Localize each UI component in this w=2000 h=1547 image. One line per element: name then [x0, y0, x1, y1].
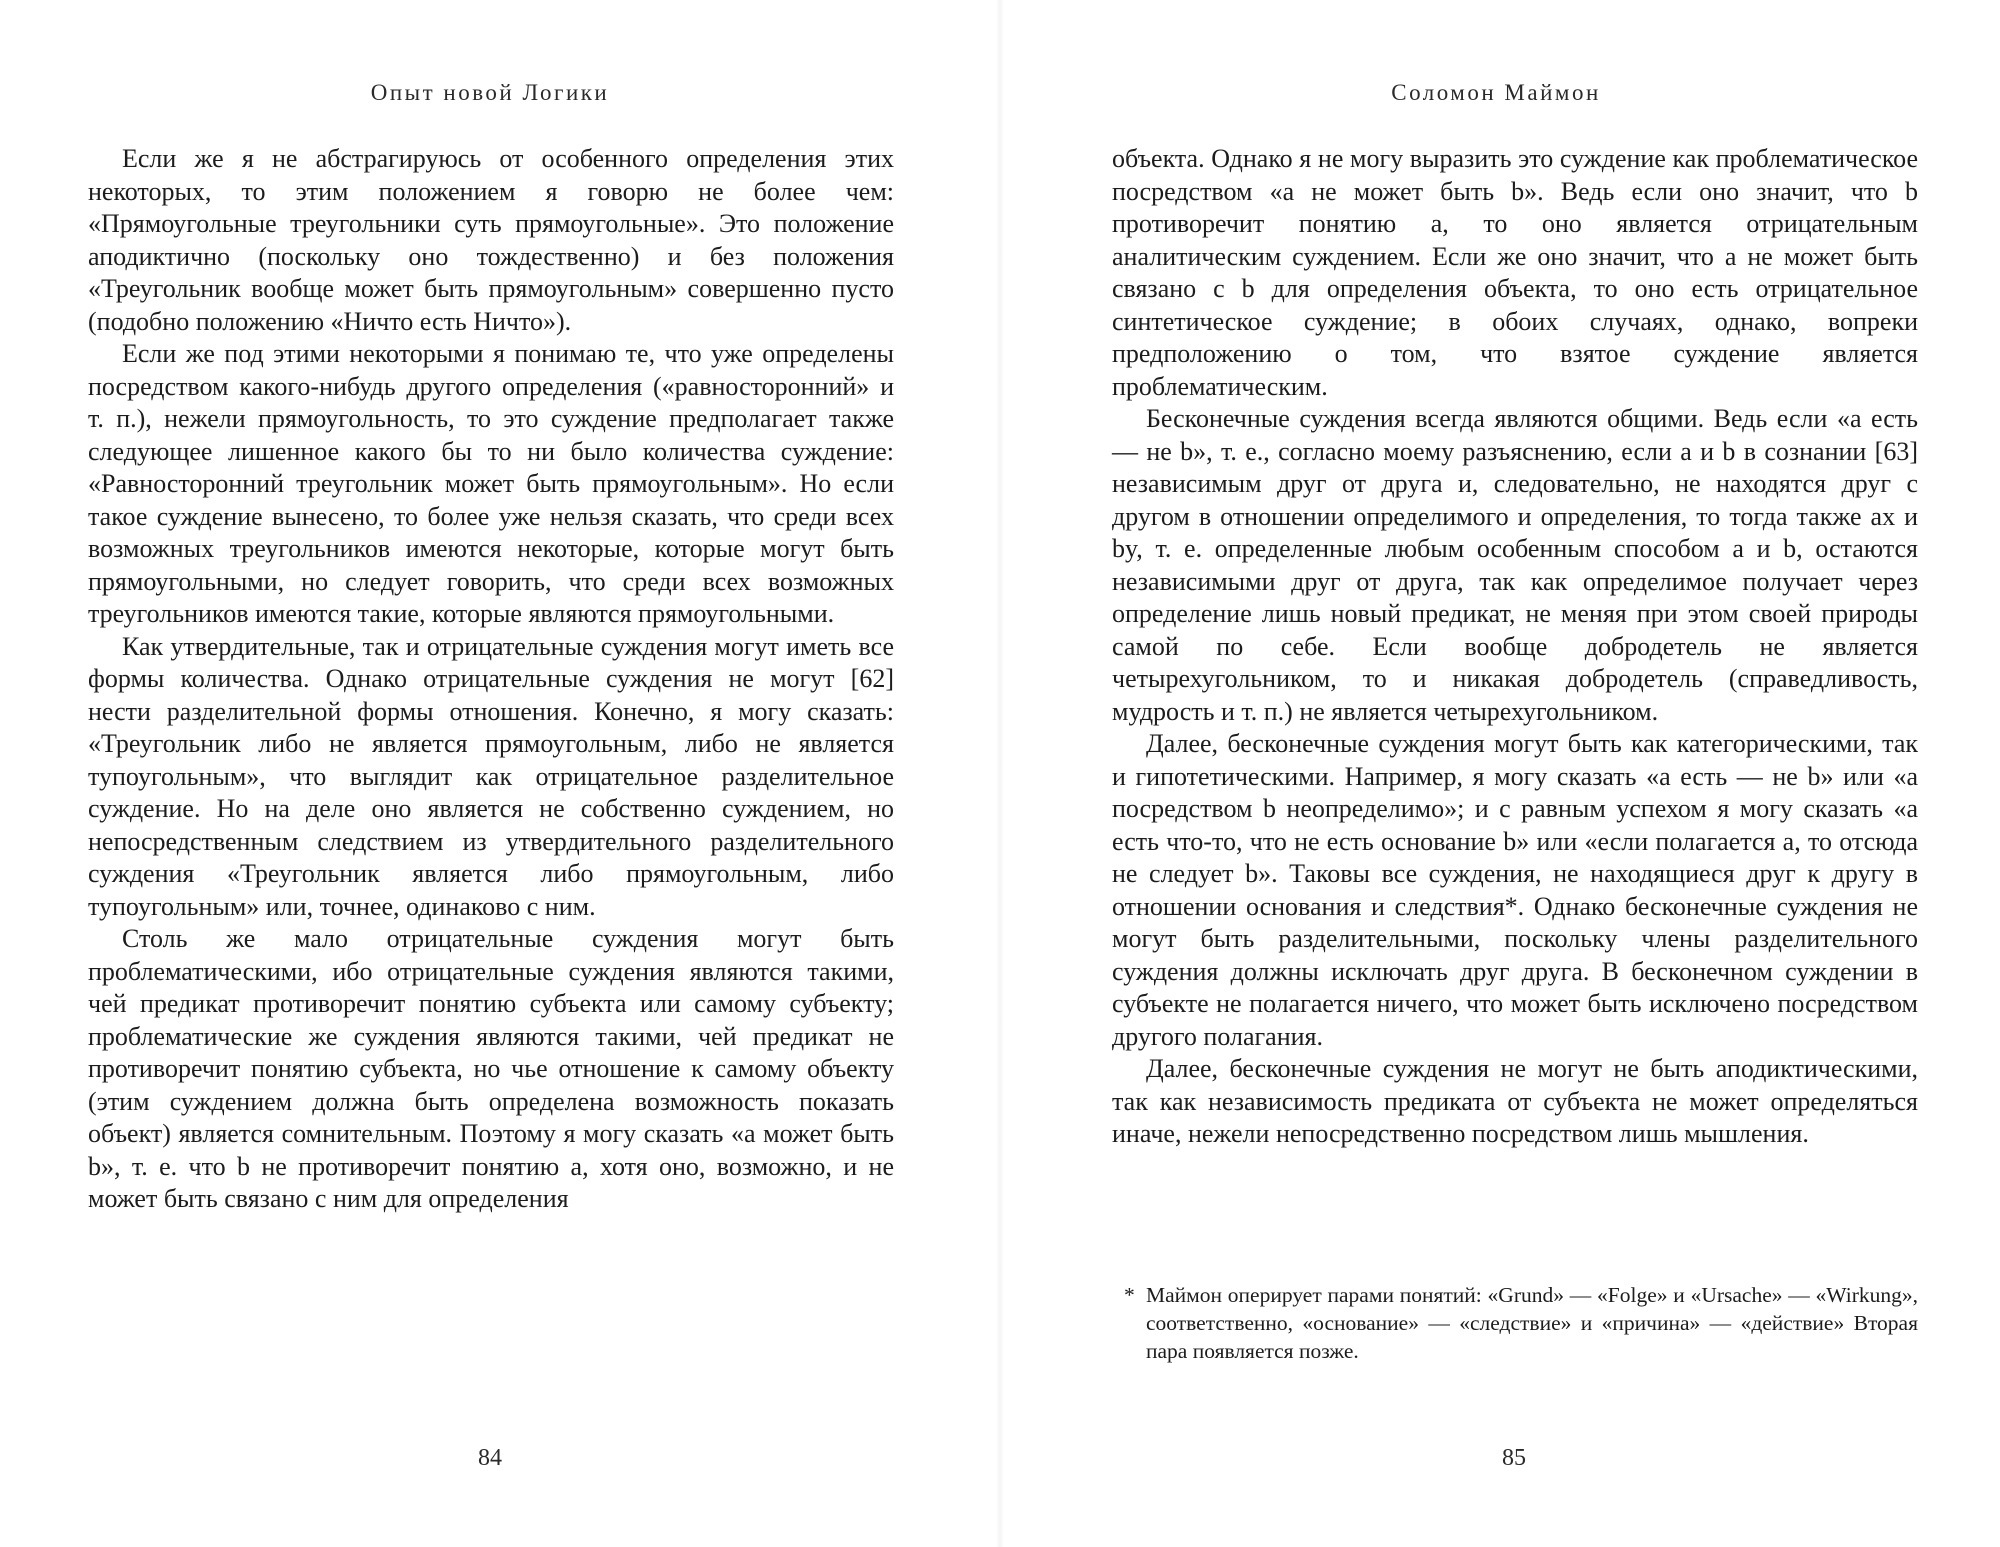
page-number-left: 84 — [478, 1445, 502, 1471]
footnote-marker: * — [1124, 1283, 1135, 1307]
paragraph: Далее, бесконечные суждения могут быть как категорическими, так и гипотетическими. Например, я могу сказать «a есть — не b» или «a посредством b неопределимо»; и с равным успехом я могу сказать «a есть что-то, что не есть основание b» или «если полагается a, то отсюда не следует b». Таковы все суждения, не находящиеся друг к другу в отношении основания и следствия*. Однако бесконечные суждения не могут быть разделительными, поскольку члены разделительного суждения должны исключать друг друга. В бесконечном суждении в субъекте не полагается ничего, что может быть исключено посредством другого полагания. — [1112, 729, 1918, 1051]
page-number-right: 85 — [1502, 1445, 1526, 1471]
paragraph: Если же я не абстрагируюсь от особенного определения этих некоторых, то этим положением я говорю не более чем: «Прямоугольные треугольники суть прямоугольные». Это положение аподиктично (поскольку оно тождественно) и без положения «Треугольник вообще может быть прямоугольным» совершенно пусто (подобно положению «Ничто есть Ничто»). — [88, 144, 894, 336]
paragraph: Бесконечные суждения всегда являются общими. Ведь если «a есть — не b», т. е., согласно моему разъяснению, если a и b в сознании [63] независимым друг от друга и, следовательно, не находятся друг с другом в отношении определимого и определения, то тогда также ax и by, т. е. определенные любым особенным способом a и b, остаются независимыми друг от друга, так как определимое получает через определение лишь новый предикат, не меняя при этом своей природы самой по себе. Если вообще добродетель не является четырехугольником, то и никакая добродетель (справедливость, мудрость и т. п.) не является четырехугольником. — [1112, 404, 1919, 726]
paragraph: Далее, бесконечные суждения не могут не быть аподиктическими, так как независимость предиката от субъекта не может определяться иначе, нежели непосредственно посредством лишь мышления. — [1112, 1054, 1918, 1148]
paragraph: Столь же мало отрицательные суждения могут быть проблематическими, ибо отрицательные суждения являются такими, чей предикат противоречит понятию субъекта или самому субъекту; проблематические же суждения являются такими, чей предикат не противоречит понятию субъекта, но чье отношение к самому объекту (этим суждением должна быть определена возможность показать объект) является сомнительным. Поэтому я могу сказать «a может быть b», т. е. что b не противоречит понятию a, хотя оно, возможно, и не может быть связано с ним для определения — [88, 924, 894, 1213]
footnote-text: Маймон оперирует парами понятий: «Grund» — «Folge» и «Ursache» — «Wirkung», соответственно, «основание» — «следствие» и «причина» — «действие» Вторая пара появляется позже. — [1146, 1283, 1918, 1363]
running-head-right: Соломон Маймон — [1391, 80, 1601, 105]
running-head-left: Опыт новой Логики — [370, 80, 610, 105]
paragraph: объекта. Однако я не могу выразить это суждение как проблематическое посредством «a не может быть b». Ведь если оно значит, что b противоречит понятию a, то оно является отрицательным аналитическим суждением. Если же оно значит, что a не может быть связано с b для определения объекта, то оно есть отрицательное синтетическое суждение; в обоих случаях, однако, вопреки предположению о том, что взятое суждение является проблематическим. — [1112, 144, 1918, 401]
footnote — [1112, 1281, 1918, 1365]
paragraph: Как утвердительные, так и отрицательные суждения могут иметь все формы количества. Однако отрицательные суждения не могут [62] нести разделительной формы отношения. Конечно, я могу сказать: «Треугольник либо не является прямоугольным, либо не является тупоугольным», что выглядит как отрицательное разделительное суждение. Но на деле оно является не собственно суждением, но непосредственным следствием из утвердительного разделительного суждения «Треугольник является либо прямоугольным, либо тупоугольным» или, точнее, одинаково с ним. — [88, 631, 894, 921]
paragraph: Если же под этими некоторыми я понимаю те, что уже определены посредством какого-нибудь другого определения («равносторонний» и т. п.), нежели прямоугольность, то это суждение предполагает также следующее лишенное какого бы то ни было количества суждение: «Равносторонний треугольник может быть прямоугольным». Но если такое суждение вынесено, то более уже нельзя сказать, что среди всех возможных треугольников имеются некоторые, которые могут быть прямоугольными, но следует говорить, что среди всех возможных треугольников имеются такие, которые являются прямоугольными. — [88, 339, 894, 628]
right-page — [1000, 0, 2000, 1547]
left-page-body — [88, 143, 894, 1216]
right-page-body — [1112, 143, 1918, 1151]
